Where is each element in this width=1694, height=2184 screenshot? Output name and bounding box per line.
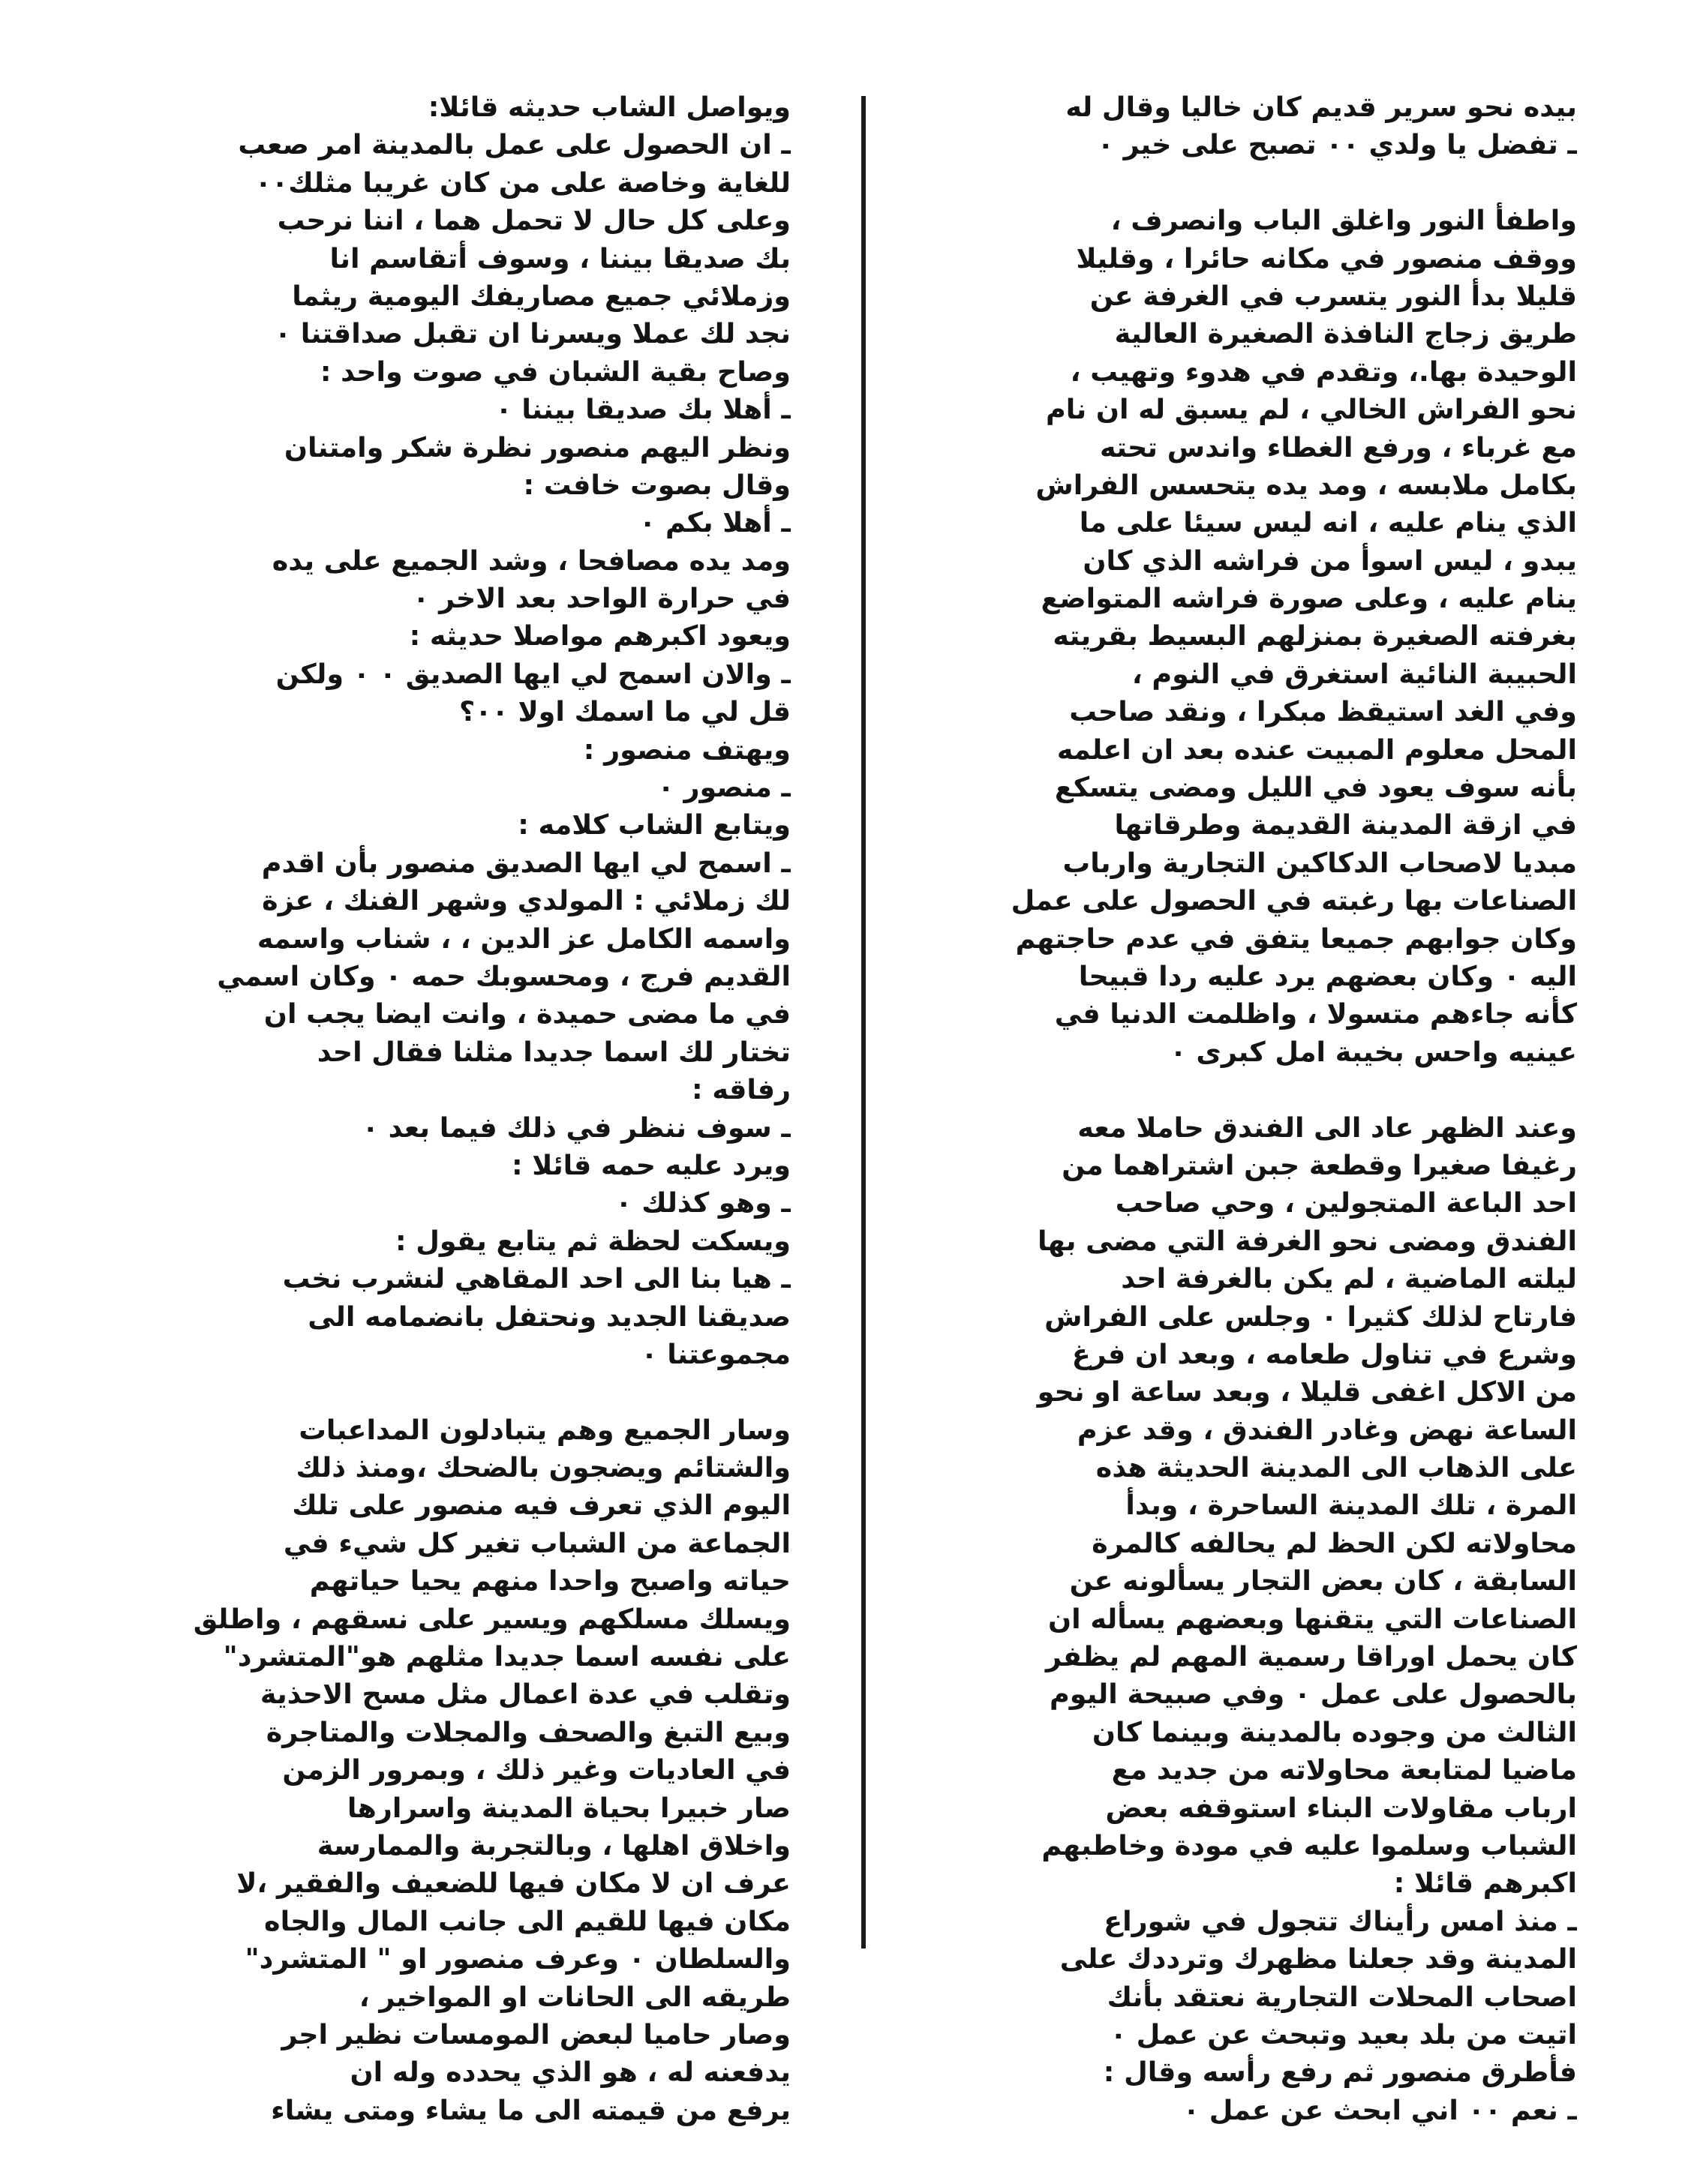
text-line: اليه ٠ وكان بعضهم يرد عليه ردا قبيحا <box>1078 959 1577 992</box>
text-line: ويعود اكبرهم مواصلا حديثه : <box>409 620 791 652</box>
text-line: لك زملائي : المولدي وشهر الفنك ، عزة <box>262 884 791 917</box>
text-line: بيده نحو سرير قديم كان خاليا وقال له <box>1065 91 1577 123</box>
text-line: ويتابع الشاب كلامه : <box>518 808 791 842</box>
text-line: كان يحمل اوراقا رسمية المهم لم يظفر <box>1045 1640 1577 1673</box>
text-line: ـ منصور ٠ <box>657 771 791 804</box>
text-line: ووقف منصور في مكانه حائرا ، وقليلا <box>1076 242 1577 274</box>
text-line: وعلى كل حال لا تحمل هما ، اننا نرحب <box>277 204 791 237</box>
text-line: ماضيا لمتابعة محاولاته من جديد مع <box>1111 1754 1577 1786</box>
text-line: على الذهاب الى المدينة الحديثة هذه <box>1095 1451 1577 1484</box>
text-line: ـ أهلا بكم ٠ <box>639 506 791 539</box>
text-line: صديقنا الجديد ونحتفل بانضمامه الى <box>308 1300 791 1333</box>
text-line: مكان فيها للقيم الى جانب المال والجاه <box>264 1904 791 1937</box>
text-line: مجموعتنا ٠ <box>641 1337 791 1370</box>
text-line: مع غرباء ، ورفع الغطاء واندس تحته <box>1099 430 1577 464</box>
text-line: الصناعات بها رغبته في الحصول على عمل <box>1011 884 1577 917</box>
text-line: طريقه الى الحانات او المواخير ، <box>359 1980 791 2013</box>
text-line: يرفع من قيمته الى ما يشاء ومتى يشاء <box>271 2093 791 2126</box>
text-line: اليوم الذي تعرف فيه منصور على تلك <box>292 1489 791 1522</box>
text-line: يدفعنه له ، هو الذي يحدده وله ان <box>350 2056 791 2089</box>
paragraph-gap <box>924 1071 1577 1108</box>
text-line: ـ هيا بنا الى احد المقاهي لنشرب نخب <box>282 1262 791 1295</box>
text-line: وبيع التبغ والصحف والمجلات والمتاجرة <box>266 1715 791 1748</box>
text-line: ونظر اليهم منصور نظرة شكر وامتنان <box>284 430 791 464</box>
text-line: يبدو ، ليس اسوأ من فراشه الذي كان <box>1083 544 1577 577</box>
column-divider <box>861 96 866 1948</box>
text-line: بكامل ملابسه ، ومد يده يتحسس الفراش <box>1035 468 1577 501</box>
paragraph <box>924 1109 1577 2130</box>
text-line: واسمه الكامل عز الدين ، ، شناب واسمه <box>257 922 791 955</box>
text-line: في حرارة الواحد بعد الاخر ٠ <box>413 582 791 615</box>
paragraph-gap <box>89 1373 791 1411</box>
text-line: ويرد عليه حمه قائلا : <box>511 1148 791 1181</box>
text-line: نجد لك عملا ويسرنا ان تقبل صداقتنا ٠ <box>274 317 791 350</box>
text-line: ويسلك مسلكهم ويسير على نسقهم ، واطلق <box>193 1602 791 1635</box>
text-line: وعند الظهر عاد الى الفندق حاملا معه <box>1077 1111 1577 1144</box>
text-line: ويواصل الشاب حديثه قائلا: <box>428 91 791 123</box>
text-line: عرف ان لا مكان فيها للضعيف والفقير ،لا <box>236 1867 791 1900</box>
text-line: ارباب مقاولات البناء استوقفه بعض <box>1105 1791 1577 1824</box>
text-line: احد الباعة المتجولين ، وحي صاحب <box>1115 1186 1577 1220</box>
text-line: ـ والان اسمح لي ايها الصديق ٠ ٠ ولكن <box>275 657 791 690</box>
text-line: حياته واصبح واحدا منهم يحيا حياتهم <box>309 1564 791 1598</box>
paragraph <box>924 88 1577 164</box>
text-line: في ما مضى حميدة ، وانت ايضا يجب ان <box>263 998 791 1030</box>
text-line: نحو الفراش الخالي ، لم يسبق له ان نام <box>1046 393 1577 426</box>
text-line: اصحاب المحلات التجارية نعتقد بأنك <box>1107 1980 1577 2013</box>
text-line: المحل معلوم المبيت عنده بعد ان اعلمه <box>1056 733 1577 766</box>
text-line: وزملائي جميع مصاريفك اليومية ريثما <box>292 279 791 312</box>
text-line: اكبرهم قائلا : <box>1393 1867 1577 1900</box>
text-line: الوحيدة بها.، وتقدم في هدوء وتهيب ، <box>1070 355 1577 388</box>
text-line: والشتائم ويضجون بالضحك ،ومنذ ذلك <box>296 1451 791 1484</box>
text-line: رغيفا صغيرا وقطعة جبن اشتراهما من <box>1062 1148 1577 1181</box>
paragraph-gap <box>924 164 1577 202</box>
right-column <box>924 88 1577 2129</box>
text-line: في العاديات وغير ذلك ، وبمرور الزمن <box>282 1754 791 1786</box>
text-line: الحبيبة النائية استغرق في النوم ، <box>1131 657 1577 690</box>
text-line: المدينة وقد جعلنا مظهرك وترددك على <box>1059 1942 1577 1976</box>
text-line: ينام عليه ، وعلى صورة فراشه المتواضع <box>1041 582 1577 615</box>
text-line: رفاقه : <box>692 1073 791 1106</box>
text-line: فارتاح لذلك كثيرا ٠ وجلس على الفراش <box>1044 1300 1577 1333</box>
text-line: ـ أهلا بك صديقا بيننا ٠ <box>495 393 791 426</box>
text-line: تختار لك اسما جديدا مثلنا فقال احد <box>317 1035 791 1068</box>
text-line: وشرع في تناول طعامه ، وبعد ان فرغ <box>1071 1337 1577 1370</box>
text-line: ليلته الماضية ، لم يكن بالغرفة احد <box>1121 1262 1577 1295</box>
text-line: ـ وهو كذلك ٠ <box>615 1186 791 1220</box>
text-line: ويسكت لحظة ثم يتابع يقول : <box>395 1224 791 1257</box>
left-column <box>89 88 791 2129</box>
text-line: من الاكل اغفى قليلا ، وبعد ساعة او نحو <box>1037 1376 1577 1408</box>
text-line: فأطرق منصور ثم رفع رأسه وقال : <box>1103 2056 1577 2089</box>
text-line: الفندق ومضى نحو الغرفة التي مضى بها <box>1037 1224 1577 1257</box>
text-line: ـ نعم ٠٠ اني ابحث عن عمل ٠ <box>1182 2093 1577 2126</box>
text-line: ـ ان الحصول على عمل بالمدينة امر صعب <box>238 128 791 161</box>
text-line: بالحصول على عمل ٠ وفي صبيحة اليوم <box>1050 1678 1577 1711</box>
text-line: قليلا بدأ النور يتسرب في الغرفة عن <box>1089 279 1577 312</box>
text-line: كأنه جاءهم متسولا ، واظلمت الدنيا في <box>1054 998 1577 1030</box>
text-line: وسار الجميع وهم يتبادلون المداعبات <box>299 1413 791 1446</box>
paragraph <box>89 88 791 1373</box>
text-line: قل لي ما اسمك اولا ٠٠؟ <box>459 695 791 728</box>
text-line: الصناعات التي يتقنها وبعضهم يسأله ان <box>1048 1602 1577 1635</box>
text-line: بغرفته الصغيرة بمنزلهم البسيط بقريته <box>1053 620 1577 652</box>
text-line: الثالث من وجوده بالمدينة وبينما كان <box>1092 1715 1577 1748</box>
text-line: السابقة ، كان بعض التجار يسألونه عن <box>1069 1564 1577 1598</box>
text-line: ويهتف منصور : <box>583 733 791 766</box>
text-line: بأنه سوف يعود في الليل ومضى يتسكع <box>1054 771 1577 804</box>
text-line: واطفأ النور واغلق الباب وانصرف ، <box>1110 204 1577 237</box>
text-line: وصار حاميا لبعض المومسات نظير اجر <box>281 2018 791 2050</box>
text-line: ـ تفضل يا ولدي ٠٠ تصبح على خير ٠ <box>1097 128 1577 161</box>
text-line: ـ اسمح لي ايها الصديق منصور بأن اقدم <box>261 846 791 879</box>
text-line: ـ سوف ننظر في ذلك فيما بعد ٠ <box>362 1111 791 1144</box>
text-line: عينيه واحس بخيبة امل كبرى ٠ <box>1170 1035 1577 1068</box>
text-line: الجماعة من الشباب تغير كل شيء في <box>283 1526 791 1559</box>
paragraph <box>89 1412 791 2129</box>
text-line: مبديا لاصحاب الدكاكين التجارية وارباب <box>1062 846 1577 879</box>
text-line: وفي الغد استيقظ مبكرا ، ونقد صاحب <box>1069 695 1577 728</box>
text-line: وكان جوابهم جميعا يتفق في عدم حاجتهم <box>1015 922 1577 955</box>
text-line: في ازقة المدينة القديمة وطرقاتها <box>1114 808 1577 842</box>
text-line: وصاح بقية الشبان في صوت واحد : <box>320 355 791 388</box>
text-line: صار خبيرا بحياة المدينة واسرارها <box>347 1791 791 1824</box>
text-line: طريق زجاج النافذة الصغيرة العالية <box>1114 317 1577 350</box>
text-line: والسلطان ٠ وعرف منصور او " المتشرد" <box>245 1942 791 1976</box>
text-line: واخلاق اهلها ، وبالتجربة والممارسة <box>317 1828 791 1862</box>
text-line: وقال بصوت خافت : <box>523 468 791 501</box>
text-line: للغاية وخاصة على من كان غريبا مثلك٠٠ <box>254 166 791 199</box>
text-line: على نفسه اسما جديدا مثلهم هو"المتشرد" <box>223 1640 791 1673</box>
paragraph <box>924 202 1577 1071</box>
text-line: وتقلب في عدة اعمال مثل مسح الاحذية <box>260 1678 791 1711</box>
text-line: بك صديقا بيننا ، وسوف أتقاسم انا <box>329 242 791 274</box>
text-line: الشباب وسلموا عليه في مودة وخاطبهم <box>1041 1828 1577 1862</box>
text-line: ـ منذ امس رأيناك تتجول في شوراع <box>1104 1904 1577 1937</box>
text-line: ومد يده مصافحا ، وشد الجميع على يده <box>272 544 791 577</box>
text-line: الساعة نهض وغادر الفندق ، وقد عزم <box>1077 1413 1577 1446</box>
text-line: القديم فرج ، ومحسوبك حمه ٠ وكان اسمي <box>217 959 791 992</box>
text-line: الذي ينام عليه ، انه ليس سيئا على ما <box>1079 506 1577 539</box>
text-line: اتيت من بلد بعيد وتبحث عن عمل ٠ <box>1110 2018 1577 2050</box>
text-line: محاولاته لكن الحظ لم يحالفه كالمرة <box>1092 1526 1577 1559</box>
text-line: المرة ، تلك المدينة الساحرة ، وبدأ <box>1125 1489 1577 1522</box>
